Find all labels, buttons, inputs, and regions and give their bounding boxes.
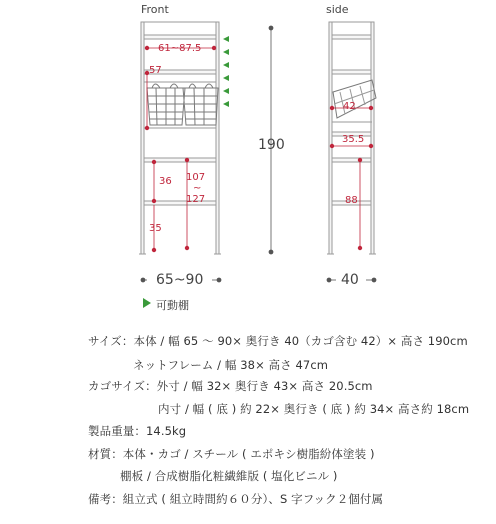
spec-basket-outer: カゴサイズ：外寸 / 幅 32× 奥行き 43× 高さ 20.5cm [88,379,373,393]
dim-basket-42: 42 [343,101,356,112]
spec-weight: 製品重量：14.5kg [88,424,187,438]
movable-shelf-arrow-icon [143,298,151,308]
dim-front-width: 65~90 [156,272,204,288]
spec-size: サイズ：本体 / 幅 65 ～ 90× 奥行き 40（カゴ含む 42）× 高さ 190cm [88,334,468,348]
spec-notes: 備考：組立式 ( 組立時間約６０分）、S 字フック２個付属 [88,492,384,506]
dim-36: 36 [159,176,172,187]
side-view-title: side [326,3,349,16]
spec-basket-inner: 内寸 / 幅 ( 底 ) 約 22× 奥行き ( 底 ) 約 34× 高さ約 18cm [158,402,470,416]
dim-107: 107 [186,172,206,183]
dim-35-5: 35.5 [342,134,365,145]
front-view-title: Front [141,3,169,16]
spec-net-frame: ネットフレーム / 幅 38× 高さ 47cm [133,358,329,372]
dim-shelf-gap: 57 [149,65,162,76]
dim-88: 88 [345,195,358,206]
spec-material-shelf: 棚板 / 合成樹脂化粧繊維版 ( 塩化ビニル ) [120,469,338,483]
dim-height-190: 190 [258,137,285,153]
dim-127: 127 [186,194,206,205]
dim-width-range: 61~87.5 [158,43,202,54]
dim-tilde: ~ [193,183,202,194]
legend-label: 可動棚 [156,299,189,312]
dim-side-depth: 40 [341,272,359,288]
spec-material: 材質：本体・カゴ / スチール ( エポキシ樹脂紛体塗装 ) [88,447,375,461]
dim-35: 35 [149,223,162,234]
